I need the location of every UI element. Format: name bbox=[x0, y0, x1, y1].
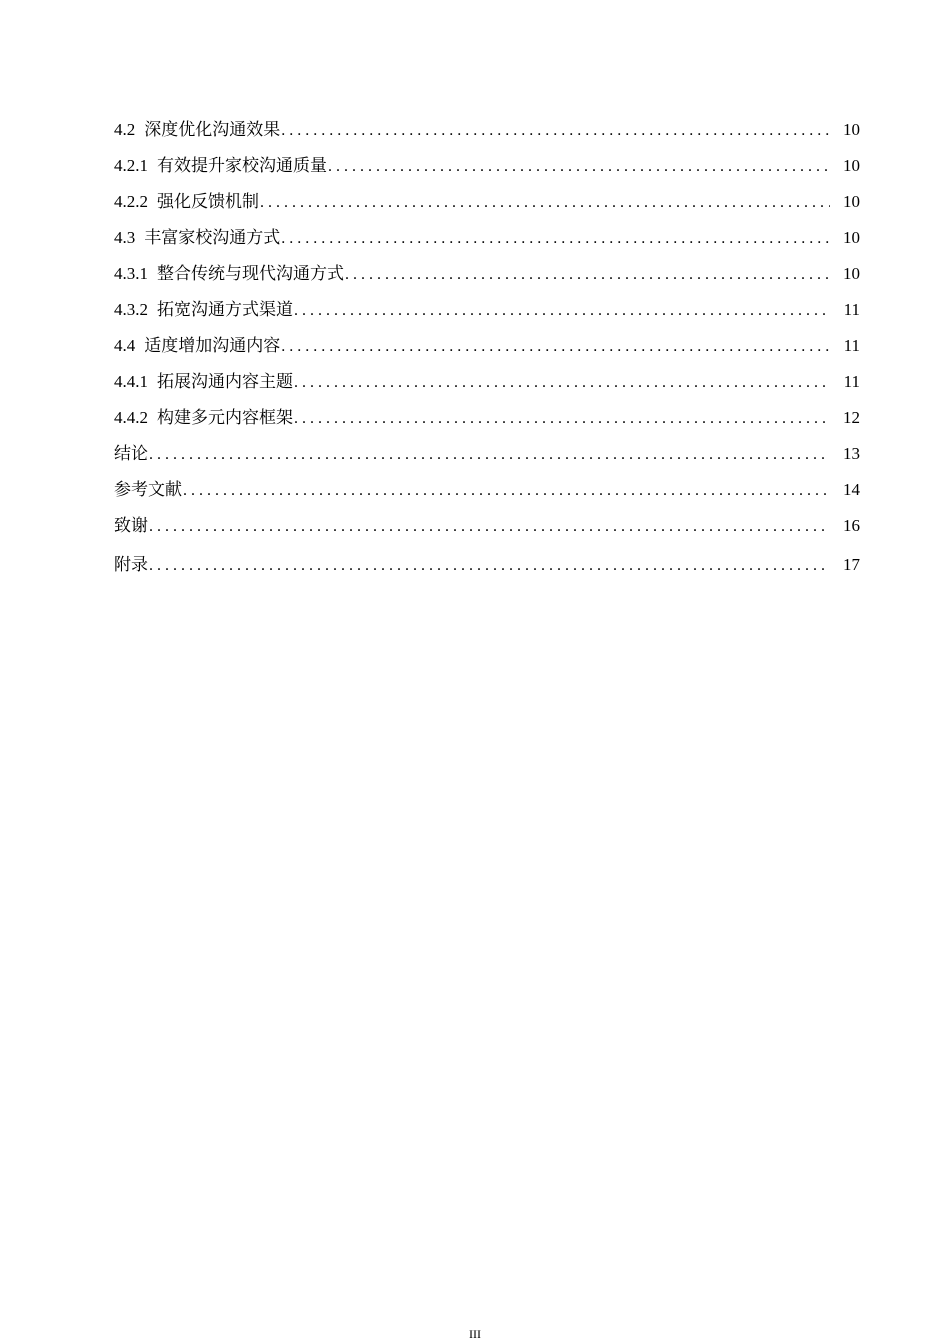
toc-entry-title: 拓展沟通内容主题 bbox=[157, 372, 293, 391]
toc-entry-page: 10 bbox=[843, 264, 860, 283]
toc-entry-page: 10 bbox=[843, 192, 860, 211]
toc-dot-leader bbox=[281, 335, 830, 359]
toc-entry-number: 4.2.2 bbox=[114, 192, 148, 211]
toc-dot-leader bbox=[260, 191, 830, 215]
toc-entry-page: 11 bbox=[843, 336, 860, 355]
toc-entry[interactable] bbox=[114, 370, 860, 406]
toc-dot-leader bbox=[281, 119, 830, 143]
toc-entry[interactable] bbox=[114, 190, 860, 226]
toc-entry-page: 10 bbox=[843, 228, 860, 247]
toc-entry-page: 10 bbox=[843, 156, 860, 175]
toc-dot-leader bbox=[149, 554, 830, 578]
toc-entry[interactable] bbox=[114, 262, 860, 298]
toc-entry-page: 13 bbox=[843, 444, 860, 463]
toc-entry-page: 11 bbox=[843, 372, 860, 391]
toc-entry[interactable] bbox=[114, 514, 860, 553]
toc-dot-leader bbox=[149, 443, 830, 467]
toc-dot-leader bbox=[328, 155, 830, 179]
toc-entry-number: 4.2 bbox=[114, 120, 136, 139]
toc-entry-title: 丰富家校沟通方式 bbox=[144, 228, 281, 247]
toc-entry[interactable] bbox=[114, 553, 860, 589]
toc-entry-number: 4.4.1 bbox=[114, 372, 148, 391]
toc-entry-page: 12 bbox=[843, 408, 860, 427]
page-number-footer: III bbox=[469, 1327, 481, 1341]
toc-entry-title: 有效提升家校沟通质量 bbox=[157, 156, 327, 175]
toc-entry-title: 强化反馈机制 bbox=[157, 192, 259, 211]
toc-entry-number: 4.3.2 bbox=[114, 300, 148, 319]
toc-entry-title: 深度优化沟通效果 bbox=[144, 120, 281, 139]
toc-dot-leader bbox=[345, 263, 830, 287]
toc-entry-number: 4.2.1 bbox=[114, 156, 148, 175]
toc-entry-title: 整合传统与现代沟通方式 bbox=[157, 264, 344, 283]
toc-entry-title: 结论 bbox=[114, 444, 148, 463]
toc-entry-title: 构建多元内容框架 bbox=[157, 408, 293, 427]
toc-entry-page: 11 bbox=[843, 300, 860, 319]
toc-entry[interactable] bbox=[114, 226, 860, 262]
toc-entry[interactable] bbox=[114, 406, 860, 442]
toc-entry-number: 4.3.1 bbox=[114, 264, 148, 283]
toc-dot-leader bbox=[294, 299, 830, 323]
toc-entry-number: 4.4 bbox=[114, 336, 136, 355]
toc-entry[interactable] bbox=[114, 334, 860, 370]
toc-entry[interactable] bbox=[114, 478, 860, 514]
toc-entry-title: 参考文献 bbox=[114, 480, 182, 499]
toc-entry-page: 10 bbox=[843, 120, 860, 139]
toc-dot-leader bbox=[281, 227, 830, 251]
toc-dot-leader bbox=[183, 479, 830, 503]
toc-dot-leader bbox=[294, 407, 830, 431]
toc-entry[interactable] bbox=[114, 118, 860, 154]
toc-entry-title: 拓宽沟通方式渠道 bbox=[157, 300, 293, 319]
toc-entry-title: 致谢 bbox=[114, 516, 148, 535]
toc-entry-page: 16 bbox=[843, 516, 860, 535]
toc-entry[interactable] bbox=[114, 154, 860, 190]
toc-entry[interactable] bbox=[114, 442, 860, 478]
toc-entry[interactable] bbox=[114, 298, 860, 334]
toc-entry-page: 14 bbox=[843, 480, 860, 499]
toc-dot-leader bbox=[149, 515, 830, 539]
table-of-contents bbox=[114, 118, 860, 589]
toc-entry-page: 17 bbox=[843, 555, 860, 574]
toc-entry-number: 4.4.2 bbox=[114, 408, 148, 427]
toc-entry-number: 4.3 bbox=[114, 228, 136, 247]
toc-dot-leader bbox=[294, 371, 830, 395]
toc-entry-title: 附录 bbox=[114, 555, 148, 574]
toc-entry-title: 适度增加沟通内容 bbox=[144, 336, 281, 355]
